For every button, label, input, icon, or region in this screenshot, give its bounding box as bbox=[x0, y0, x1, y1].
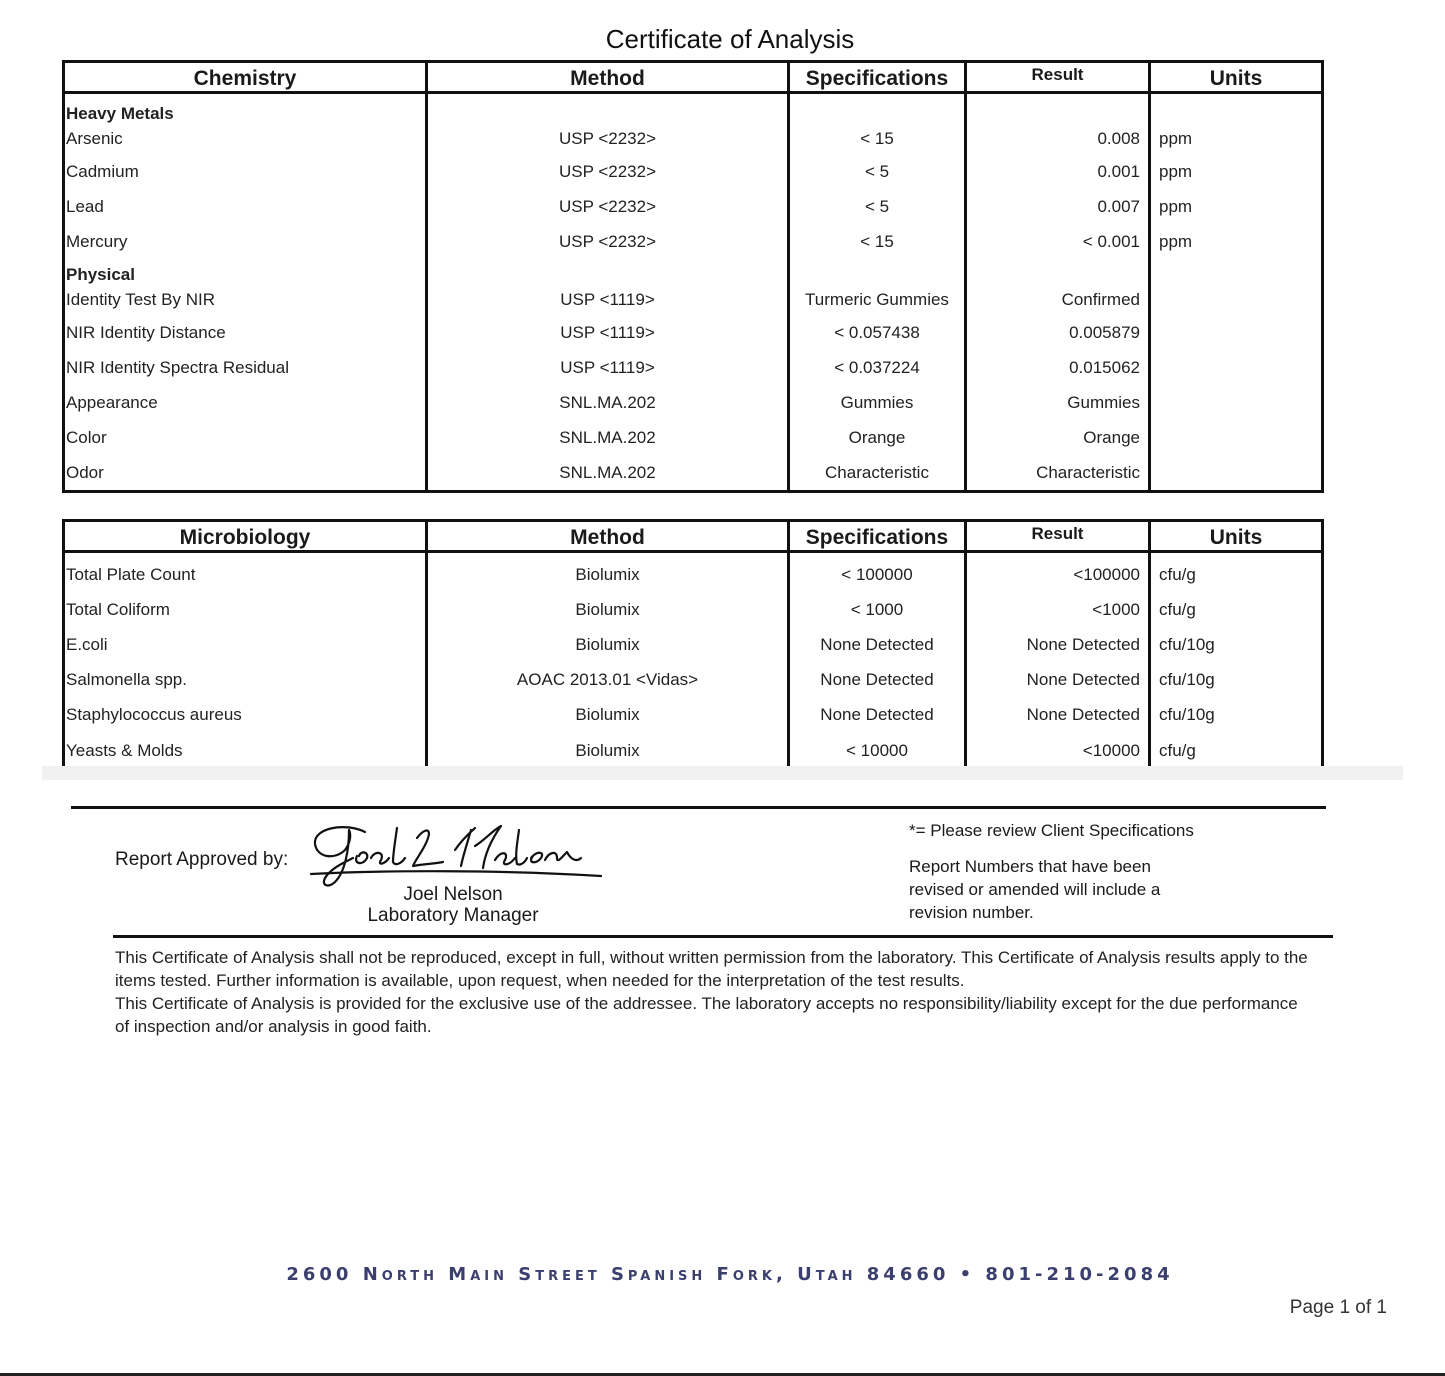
test-units: cfu/g bbox=[1150, 732, 1323, 772]
test-method: USP <1119> bbox=[427, 350, 789, 385]
microbiology-header: Microbiology bbox=[64, 521, 427, 552]
test-name: Cadmium bbox=[64, 154, 427, 189]
empty-cell bbox=[1150, 259, 1323, 285]
test-units: ppm bbox=[1150, 124, 1323, 154]
table-row bbox=[64, 154, 1323, 189]
table-row bbox=[64, 385, 1323, 420]
units-header: Units bbox=[1150, 521, 1323, 552]
test-name: Appearance bbox=[64, 385, 427, 420]
test-result: None Detected bbox=[966, 662, 1150, 697]
chemistry-header-row bbox=[64, 62, 1323, 93]
table-row bbox=[64, 285, 1323, 315]
test-units bbox=[1150, 420, 1323, 455]
test-method: SNL.MA.202 bbox=[427, 420, 789, 455]
disclaimer-paragraph: This Certificate of Analysis shall not be reproduced, except in full, without written permission from the laboratory. This Certificate of Analysis results apply to the items tested. Further information is available, upon request, when needed for the interpretation of the test results. bbox=[115, 948, 1308, 990]
test-result: 0.008 bbox=[966, 124, 1150, 154]
test-specification: < 15 bbox=[789, 124, 966, 154]
test-name: Yeasts & Molds bbox=[64, 732, 427, 772]
empty-cell bbox=[789, 98, 966, 124]
disclaimer-top-rule bbox=[113, 935, 1333, 938]
method-header: Method bbox=[427, 521, 789, 552]
group-title: Heavy Metals bbox=[64, 98, 427, 124]
table-row bbox=[64, 697, 1323, 732]
table-row bbox=[64, 557, 1323, 592]
approver-block bbox=[300, 884, 606, 926]
test-method: Biolumix bbox=[427, 732, 789, 772]
test-units: cfu/10g bbox=[1150, 697, 1323, 732]
test-specification: < 0.057438 bbox=[789, 315, 966, 350]
table-row bbox=[64, 420, 1323, 455]
test-units: cfu/g bbox=[1150, 557, 1323, 592]
test-method: USP <1119> bbox=[427, 285, 789, 315]
test-specification: < 0.037224 bbox=[789, 350, 966, 385]
test-specification: None Detected bbox=[789, 662, 966, 697]
test-name: Salmonella spp. bbox=[64, 662, 427, 697]
test-units: cfu/10g bbox=[1150, 662, 1323, 697]
test-units bbox=[1150, 455, 1323, 492]
test-method: USP <2232> bbox=[427, 224, 789, 259]
client-spec-note: *= Please review Client Specifications bbox=[909, 821, 1194, 840]
group-title: Physical bbox=[64, 259, 427, 285]
page-number: Page 1 of 1 bbox=[1289, 1297, 1387, 1318]
test-name: Total Plate Count bbox=[64, 557, 427, 592]
test-name: E.coli bbox=[64, 627, 427, 662]
test-specification: Gummies bbox=[789, 385, 966, 420]
test-name: NIR Identity Spectra Residual bbox=[64, 350, 427, 385]
test-method: Biolumix bbox=[427, 627, 789, 662]
empty-cell bbox=[427, 98, 789, 124]
empty-cell bbox=[966, 259, 1150, 285]
table-row bbox=[64, 315, 1323, 350]
test-name: Arsenic bbox=[64, 124, 427, 154]
test-method: Biolumix bbox=[427, 592, 789, 627]
test-specification: None Detected bbox=[789, 697, 966, 732]
document-title: Certificate of Analysis bbox=[605, 24, 855, 54]
table-row bbox=[64, 592, 1323, 627]
test-name: Mercury bbox=[64, 224, 427, 259]
test-specification: < 15 bbox=[789, 224, 966, 259]
test-units bbox=[1150, 315, 1323, 350]
test-specification: Turmeric Gummies bbox=[789, 285, 966, 315]
test-method: Biolumix bbox=[427, 557, 789, 592]
empty-cell bbox=[789, 259, 966, 285]
test-units: cfu/10g bbox=[1150, 627, 1323, 662]
test-method: USP <2232> bbox=[427, 154, 789, 189]
page-break-shade bbox=[42, 766, 1403, 780]
test-method: Biolumix bbox=[427, 697, 789, 732]
test-method: SNL.MA.202 bbox=[427, 455, 789, 492]
test-result: Orange bbox=[966, 420, 1150, 455]
microbiology-table bbox=[62, 519, 1324, 773]
test-result: 0.007 bbox=[966, 189, 1150, 224]
revision-note: Report Numbers that have been revised or amended will include a revision number. bbox=[909, 857, 1161, 922]
test-units bbox=[1150, 285, 1323, 315]
empty-cell bbox=[427, 259, 789, 285]
microbiology-table-body bbox=[64, 552, 1323, 772]
test-specification: Orange bbox=[789, 420, 966, 455]
lab-address: 2600 North Main Street Spanish Fork, Utah 84660 • 801-210-2084 bbox=[286, 1264, 1174, 1285]
result-header: Result bbox=[966, 521, 1150, 552]
microbiology-header-row bbox=[64, 521, 1323, 552]
chemistry-header: Chemistry bbox=[64, 62, 427, 93]
test-name: Color bbox=[64, 420, 427, 455]
table-row bbox=[64, 224, 1323, 259]
test-result: None Detected bbox=[966, 697, 1150, 732]
test-specification: < 100000 bbox=[789, 557, 966, 592]
result-header: Result bbox=[966, 62, 1150, 93]
test-specification: Characteristic bbox=[789, 455, 966, 492]
test-specification: None Detected bbox=[789, 627, 966, 662]
disclaimer-paragraph: This Certificate of Analysis is provided for the exclusive use of the addressee. The laboratory accepts no responsibility/liability except for the due performance of inspection and/or analysis in good faith. bbox=[115, 994, 1298, 1036]
test-specification: < 10000 bbox=[789, 732, 966, 772]
test-name: NIR Identity Distance bbox=[64, 315, 427, 350]
test-name: Identity Test By NIR bbox=[64, 285, 427, 315]
table-row bbox=[64, 662, 1323, 697]
table-row bbox=[64, 627, 1323, 662]
approved-by-label: Report Approved by: bbox=[115, 849, 289, 870]
test-units: ppm bbox=[1150, 154, 1323, 189]
test-name: Lead bbox=[64, 189, 427, 224]
specifications-header: Specifications bbox=[789, 521, 966, 552]
test-result: 0.001 bbox=[966, 154, 1150, 189]
test-specification: < 1000 bbox=[789, 592, 966, 627]
test-specification: < 5 bbox=[789, 189, 966, 224]
test-result: <1000 bbox=[966, 592, 1150, 627]
group-header-row bbox=[64, 98, 1323, 124]
test-units: ppm bbox=[1150, 224, 1323, 259]
test-result: None Detected bbox=[966, 627, 1150, 662]
test-units bbox=[1150, 385, 1323, 420]
test-name: Staphylococcus aureus bbox=[64, 697, 427, 732]
approver-role: Laboratory Manager bbox=[367, 905, 539, 926]
table-row bbox=[64, 189, 1323, 224]
test-units: ppm bbox=[1150, 189, 1323, 224]
empty-cell bbox=[1150, 98, 1323, 124]
method-header: Method bbox=[427, 62, 789, 93]
test-method: AOAC 2013.01 <Vidas> bbox=[427, 662, 789, 697]
test-units: cfu/g bbox=[1150, 592, 1323, 627]
specifications-header: Specifications bbox=[789, 62, 966, 93]
disclaimer bbox=[115, 946, 1315, 1038]
chemistry-table-body bbox=[64, 93, 1323, 492]
test-method: USP <2232> bbox=[427, 124, 789, 154]
chemistry-table bbox=[62, 60, 1324, 493]
table-row bbox=[64, 124, 1323, 154]
test-name: Odor bbox=[64, 455, 427, 492]
test-result: <100000 bbox=[966, 557, 1150, 592]
table-row bbox=[64, 350, 1323, 385]
test-method: SNL.MA.202 bbox=[427, 385, 789, 420]
test-result: < 0.001 bbox=[966, 224, 1150, 259]
test-units bbox=[1150, 350, 1323, 385]
group-header-row bbox=[64, 259, 1323, 285]
test-result: Gummies bbox=[966, 385, 1150, 420]
test-specification: < 5 bbox=[789, 154, 966, 189]
test-name: Total Coliform bbox=[64, 592, 427, 627]
approver-name: Joel Nelson bbox=[403, 884, 503, 905]
units-header: Units bbox=[1150, 62, 1323, 93]
empty-cell bbox=[966, 98, 1150, 124]
test-method: USP <2232> bbox=[427, 189, 789, 224]
test-result: 0.005879 bbox=[966, 315, 1150, 350]
test-result: <10000 bbox=[966, 732, 1150, 772]
test-method: USP <1119> bbox=[427, 315, 789, 350]
test-result: Characteristic bbox=[966, 455, 1150, 492]
test-result: 0.015062 bbox=[966, 350, 1150, 385]
approval-top-rule bbox=[71, 806, 1326, 809]
table-row bbox=[64, 455, 1323, 492]
test-result: Confirmed bbox=[966, 285, 1150, 315]
